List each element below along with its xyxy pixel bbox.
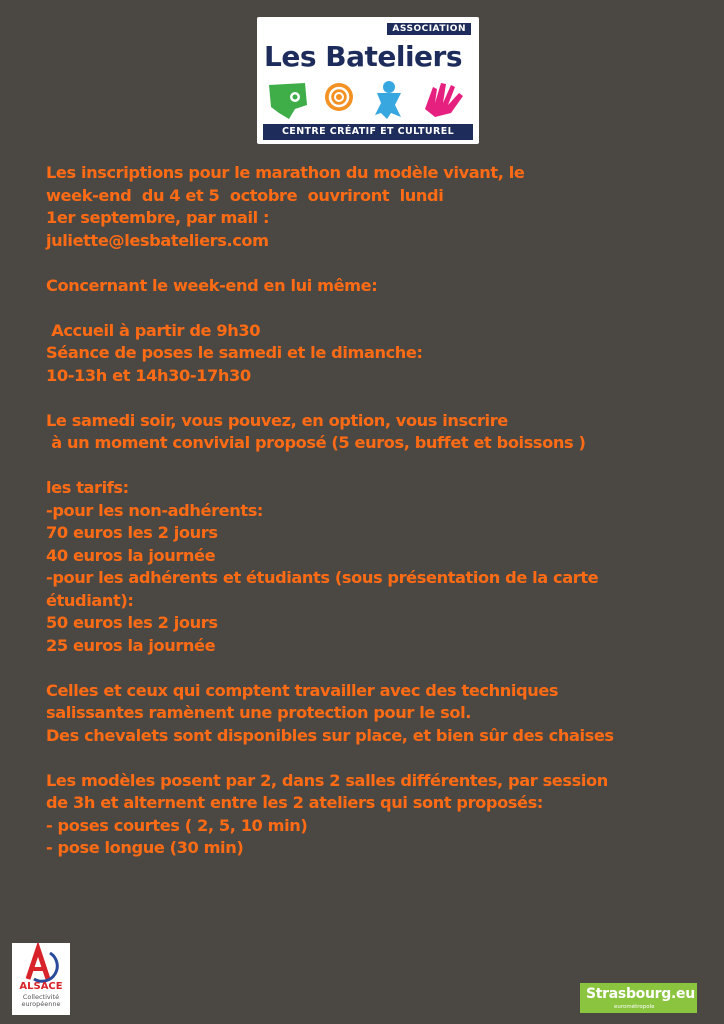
- text-line: 40 euros la journée: [46, 545, 216, 565]
- blank-line: [46, 747, 718, 770]
- blank-line: [46, 252, 718, 275]
- text-line: Celles et ceux qui comptent travailler avec des techniques: [46, 680, 559, 700]
- alsace-emblem-icon: [12, 943, 70, 983]
- blank-line: [46, 455, 718, 478]
- text-line: Les inscriptions pour le marathon du modèle vivant, le: [46, 163, 525, 182]
- blank-line: [46, 657, 718, 680]
- text-line: 25 euros la journée: [46, 635, 216, 655]
- logo-name: Les Bateliers: [264, 40, 463, 73]
- announcement-body: [46, 162, 718, 860]
- text-line: Accueil à partir de 9h30: [46, 320, 261, 340]
- text-line: - poses courtes ( 2, 5, 10 min): [46, 815, 308, 835]
- les-bateliers-logo: [257, 17, 479, 144]
- strasbourg-subtitle: eurométropole: [614, 1004, 655, 1010]
- logo-tagline: CENTRE CRÉATIF ET CULTUREL: [263, 124, 473, 140]
- text-line: de 3h et alternent entre les 2 ateliers qui sont proposés:: [46, 793, 543, 812]
- text-line: 1er septembre, par mail :: [46, 208, 270, 227]
- strasbourg-logo: [580, 983, 697, 1013]
- strasbourg-name: Strasbourg.eu: [586, 986, 695, 1002]
- text-line: 70 euros les 2 jours: [46, 523, 218, 542]
- logo-pictograms-icon: [265, 79, 471, 121]
- text-line: Séance de poses le samedi et le dimanche:: [46, 343, 423, 362]
- blank-line: [46, 387, 718, 410]
- blank-line: [46, 297, 718, 320]
- text-line: à un moment convivial proposé (5 euros, buffet et boissons ): [46, 433, 586, 452]
- text-line: 10-13h et 14h30-17h30: [46, 365, 251, 385]
- text-line: Le samedi soir, vous pouvez, en option, vous inscrire: [46, 410, 508, 430]
- text-line: étudiant):: [46, 590, 134, 610]
- text-line: juliette@lesbateliers.com: [46, 230, 269, 250]
- text-line: les tarifs:: [46, 478, 129, 497]
- text-line: Concernant le week-end en lui même:: [46, 275, 378, 295]
- text-line: Des chevalets sont disponibles sur place, et bien sûr des chaises: [46, 725, 614, 745]
- text-line: 50 euros les 2 jours: [46, 613, 218, 632]
- text-line: -pour les non-adhérents:: [46, 500, 264, 520]
- text-line: -pour les adhérents et étudiants (sous présentation de la carte: [46, 568, 599, 587]
- text-line: week-end du 4 et 5 octobre ouvriront lundi: [46, 185, 444, 205]
- alsace-subtitle: Collectivité européenne: [21, 993, 61, 1008]
- logo-association-badge: ASSOCIATION: [387, 23, 471, 35]
- text-line: salissantes ramènent une protection pour le sol.: [46, 703, 472, 722]
- alsace-name: ALSACE: [19, 981, 63, 992]
- text-line: - pose longue (30 min): [46, 838, 244, 857]
- text-line: Les modèles posent par 2, dans 2 salles différentes, par session: [46, 770, 608, 790]
- alsace-logo: [12, 943, 70, 1015]
